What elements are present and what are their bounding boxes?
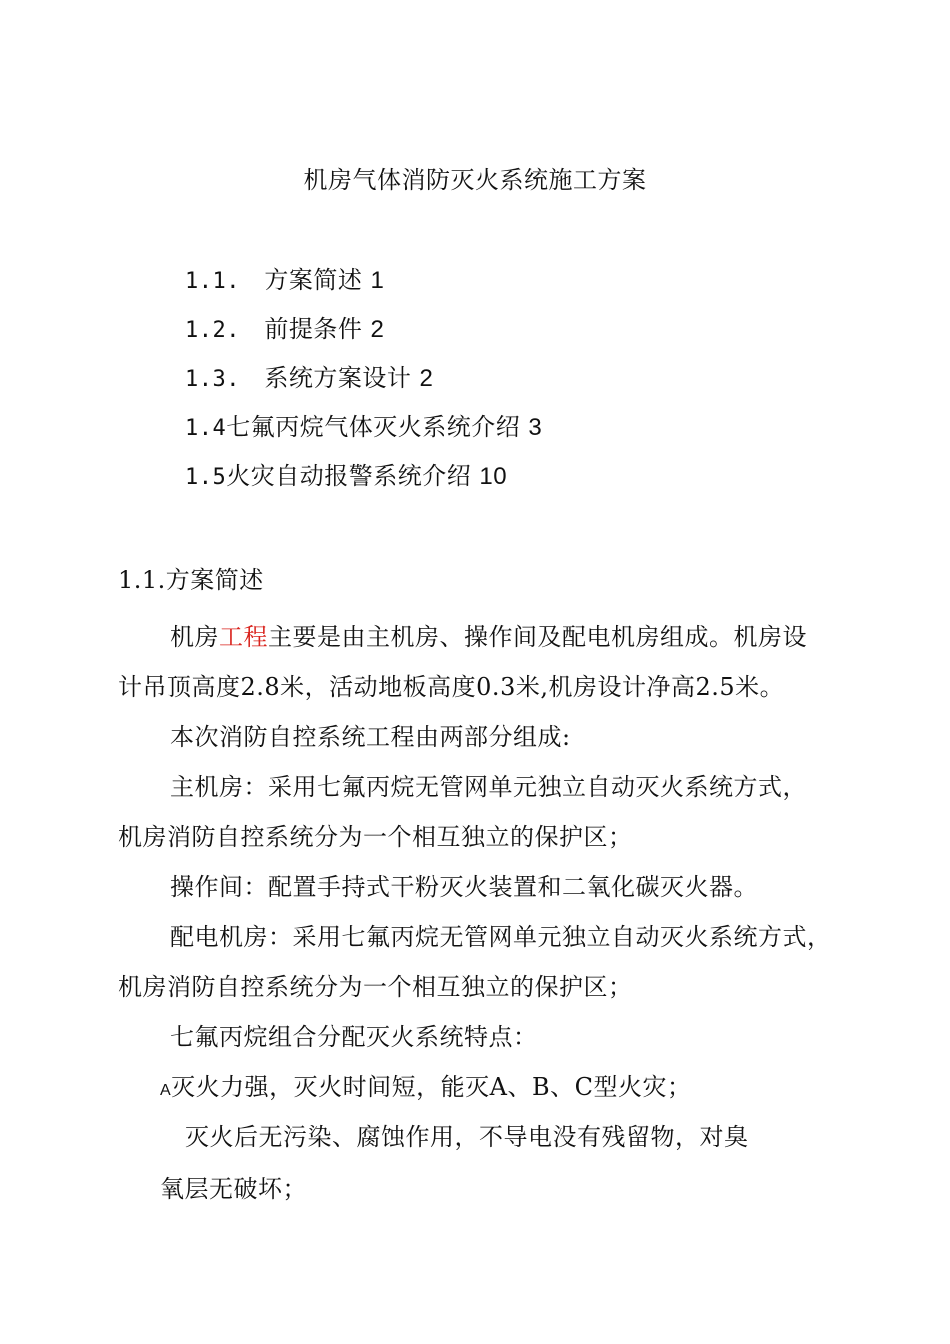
paragraph-line: 计吊顶高度2.8米，活动地板高度0.3米,机房设计净高2.5米。 (118, 673, 785, 701)
paragraph-line: 操作间：配置手持式干粉灭火装置和二氧化碳灭火器。 (170, 873, 758, 901)
toc-item[interactable] (185, 314, 384, 346)
toc-page: 10 (479, 463, 508, 490)
toc-item[interactable] (185, 412, 542, 444)
toc-number: 1.1. (185, 269, 240, 294)
paragraph-line: 灭火后无污染、腐蚀作用，不导电没有残留物，对臭 (185, 1123, 749, 1151)
toc-page: 2 (370, 316, 385, 343)
toc-text: 系统方案设计 (264, 364, 412, 392)
bullet-text: 灭火力强，灭火时间短，能灭A、B、C型火灾； (171, 1073, 692, 1101)
toc-item[interactable] (185, 363, 433, 395)
paragraph-line: 主机房：采用七氟丙烷无管网单元独立自动灭火系统方式， (170, 773, 807, 801)
toc-number: 1.2. (185, 318, 240, 343)
highlighted-term: 工程 (219, 623, 268, 651)
paragraph-line (170, 622, 807, 652)
toc-page: 3 (528, 414, 543, 441)
toc-text: 火灾自动报警系统介绍 (226, 462, 472, 490)
toc-number: 1.4 (185, 416, 227, 441)
bullet-marker: A (160, 1082, 172, 1099)
toc-item[interactable] (185, 265, 384, 297)
text-run: 主要是由主机房、操作间及配电机房组成。机房设 (268, 623, 807, 651)
toc-number: 1.5 (185, 465, 227, 490)
toc-page: 2 (419, 365, 434, 392)
paragraph-line: 本次消防自控系统工程由两部分组成: (170, 723, 571, 751)
paragraph-line: 机房消防自控系统分为一个相互独立的保护区； (118, 973, 633, 1001)
toc-page: 1 (370, 267, 385, 294)
paragraph-line: 配电机房：采用七氟丙烷无管网单元独立自动灭火系统方式， (170, 923, 832, 951)
toc-text: 前提条件 (264, 315, 363, 343)
text-run: 机房 (170, 623, 219, 651)
toc-item[interactable] (185, 461, 507, 493)
toc-number: 1.3. (185, 367, 240, 392)
toc-text: 七氟丙烷气体灭火系统介绍 (226, 413, 521, 441)
toc-text: 方案简述 (264, 266, 363, 294)
bullet-item (160, 1072, 692, 1106)
document-title: 机房气体消防灭火系统施工方案 (303, 166, 647, 194)
paragraph-line: 氧层无破坏； (160, 1175, 307, 1203)
paragraph-line: 七氟丙烷组合分配灭火系统特点： (170, 1023, 538, 1051)
section-heading: 1.1.方案简述 (118, 566, 264, 594)
paragraph-line: 机房消防自控系统分为一个相互独立的保护区； (118, 823, 633, 851)
